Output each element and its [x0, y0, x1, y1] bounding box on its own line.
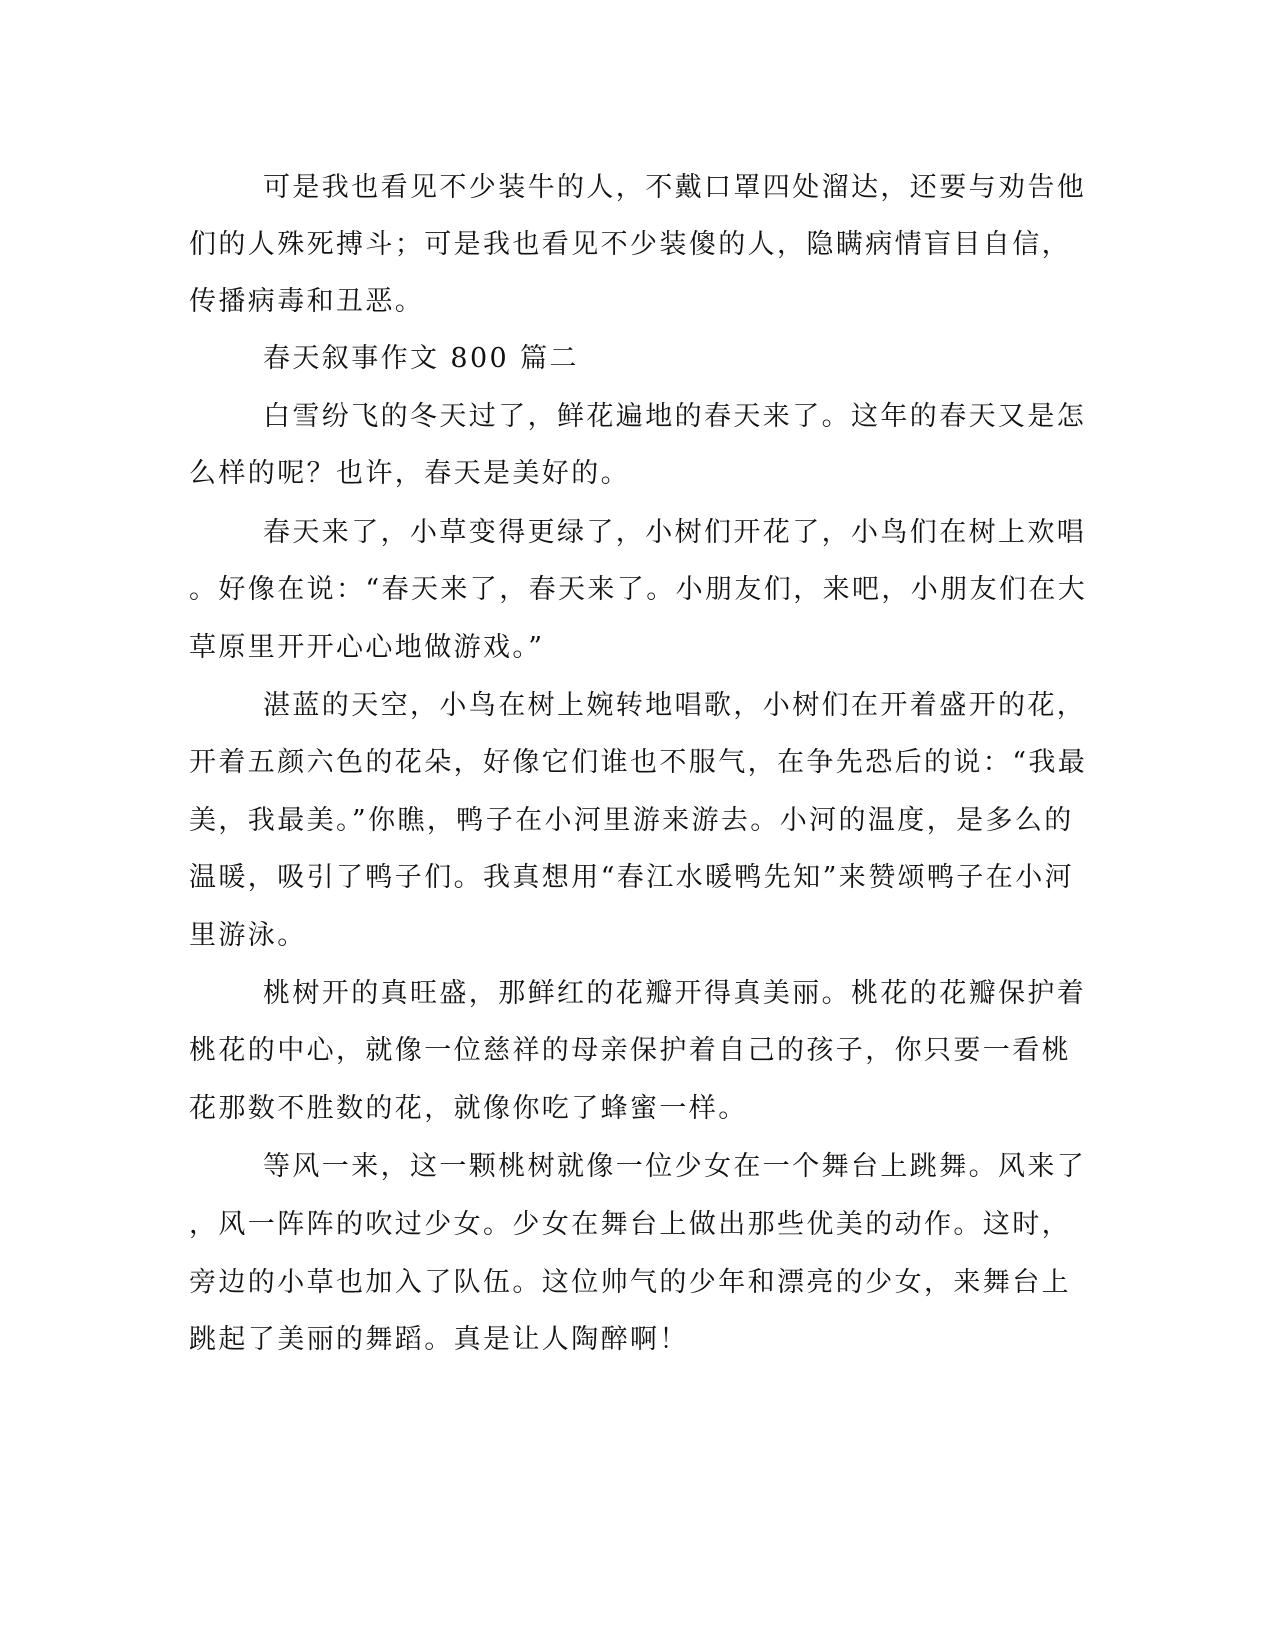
paragraph-line: 么样的呢？也许，春天是美好的。: [189, 458, 630, 489]
paragraph-line: 桃花的中心，就像一位慈祥的母亲保护着自己的孩子，你只要一看桃: [189, 1035, 1071, 1066]
paragraph-line: 们的人殊死搏斗；可是我也看见不少装傻的人，隐瞒病情盲目自信，: [189, 229, 1071, 260]
paragraph-line: ，风一阵阵的吹过少女。少女在舞台上做出那些优美的动作。这时，: [189, 1209, 1071, 1240]
paragraph-line: 等风一来，这一颗桃树就像一位少女在一个舞台上跳舞。风来了: [263, 1151, 1087, 1182]
paragraph-line: 可是我也看见不少装牛的人，不戴口罩四处溜达，还要与劝告他: [263, 172, 1087, 203]
paragraph-line: 美，我最美。”你瞧，鸭子在小河里游来游去。小河的温度，是多么的: [189, 805, 1074, 836]
section-heading: 春天叙事作文 800 篇二: [263, 343, 579, 374]
paragraph-line: 传播病毒和丑恶。: [189, 286, 425, 317]
paragraph-line: 跳起了美丽的舞蹈。真是让人陶醉啊！: [189, 1324, 689, 1355]
paragraph-line: 春天来了，小草变得更绿了，小树们开花了，小鸟们在树上欢唱: [263, 517, 1087, 548]
paragraph-line: 白雪纷飞的冬天过了，鲜花遍地的春天来了。这年的春天又是怎: [263, 401, 1087, 432]
paragraph-line: 花那数不胜数的花，就像你吃了蜂蜜一样。: [189, 1093, 748, 1124]
paragraph-line: 开着五颜六色的花朵，好像它们谁也不服气，在争先恐后的说：“我最: [189, 747, 1088, 778]
paragraph-line: 。好像在说：“春天来了，春天来了。小朋友们，来吧，小朋友们在大: [189, 574, 1088, 605]
paragraph-line: 里游泳。: [189, 920, 307, 951]
paragraph-line: 温暖，吸引了鸭子们。我真想用“春江水暖鸭先知”来赞颂鸭子在小河: [189, 862, 1075, 893]
paragraph-line: 湛蓝的天空，小鸟在树上婉转地唱歌，小树们在开着盛开的花，: [263, 690, 1087, 721]
paragraph-line: 草原里开开心心地做游戏。”: [189, 632, 545, 663]
paragraph-line: 旁边的小草也加入了队伍。这位帅气的少年和漂亮的少女，来舞台上: [189, 1267, 1071, 1298]
paragraph-line: 桃树开的真旺盛，那鲜红的花瓣开得真美丽。桃花的花瓣保护着: [263, 978, 1087, 1009]
